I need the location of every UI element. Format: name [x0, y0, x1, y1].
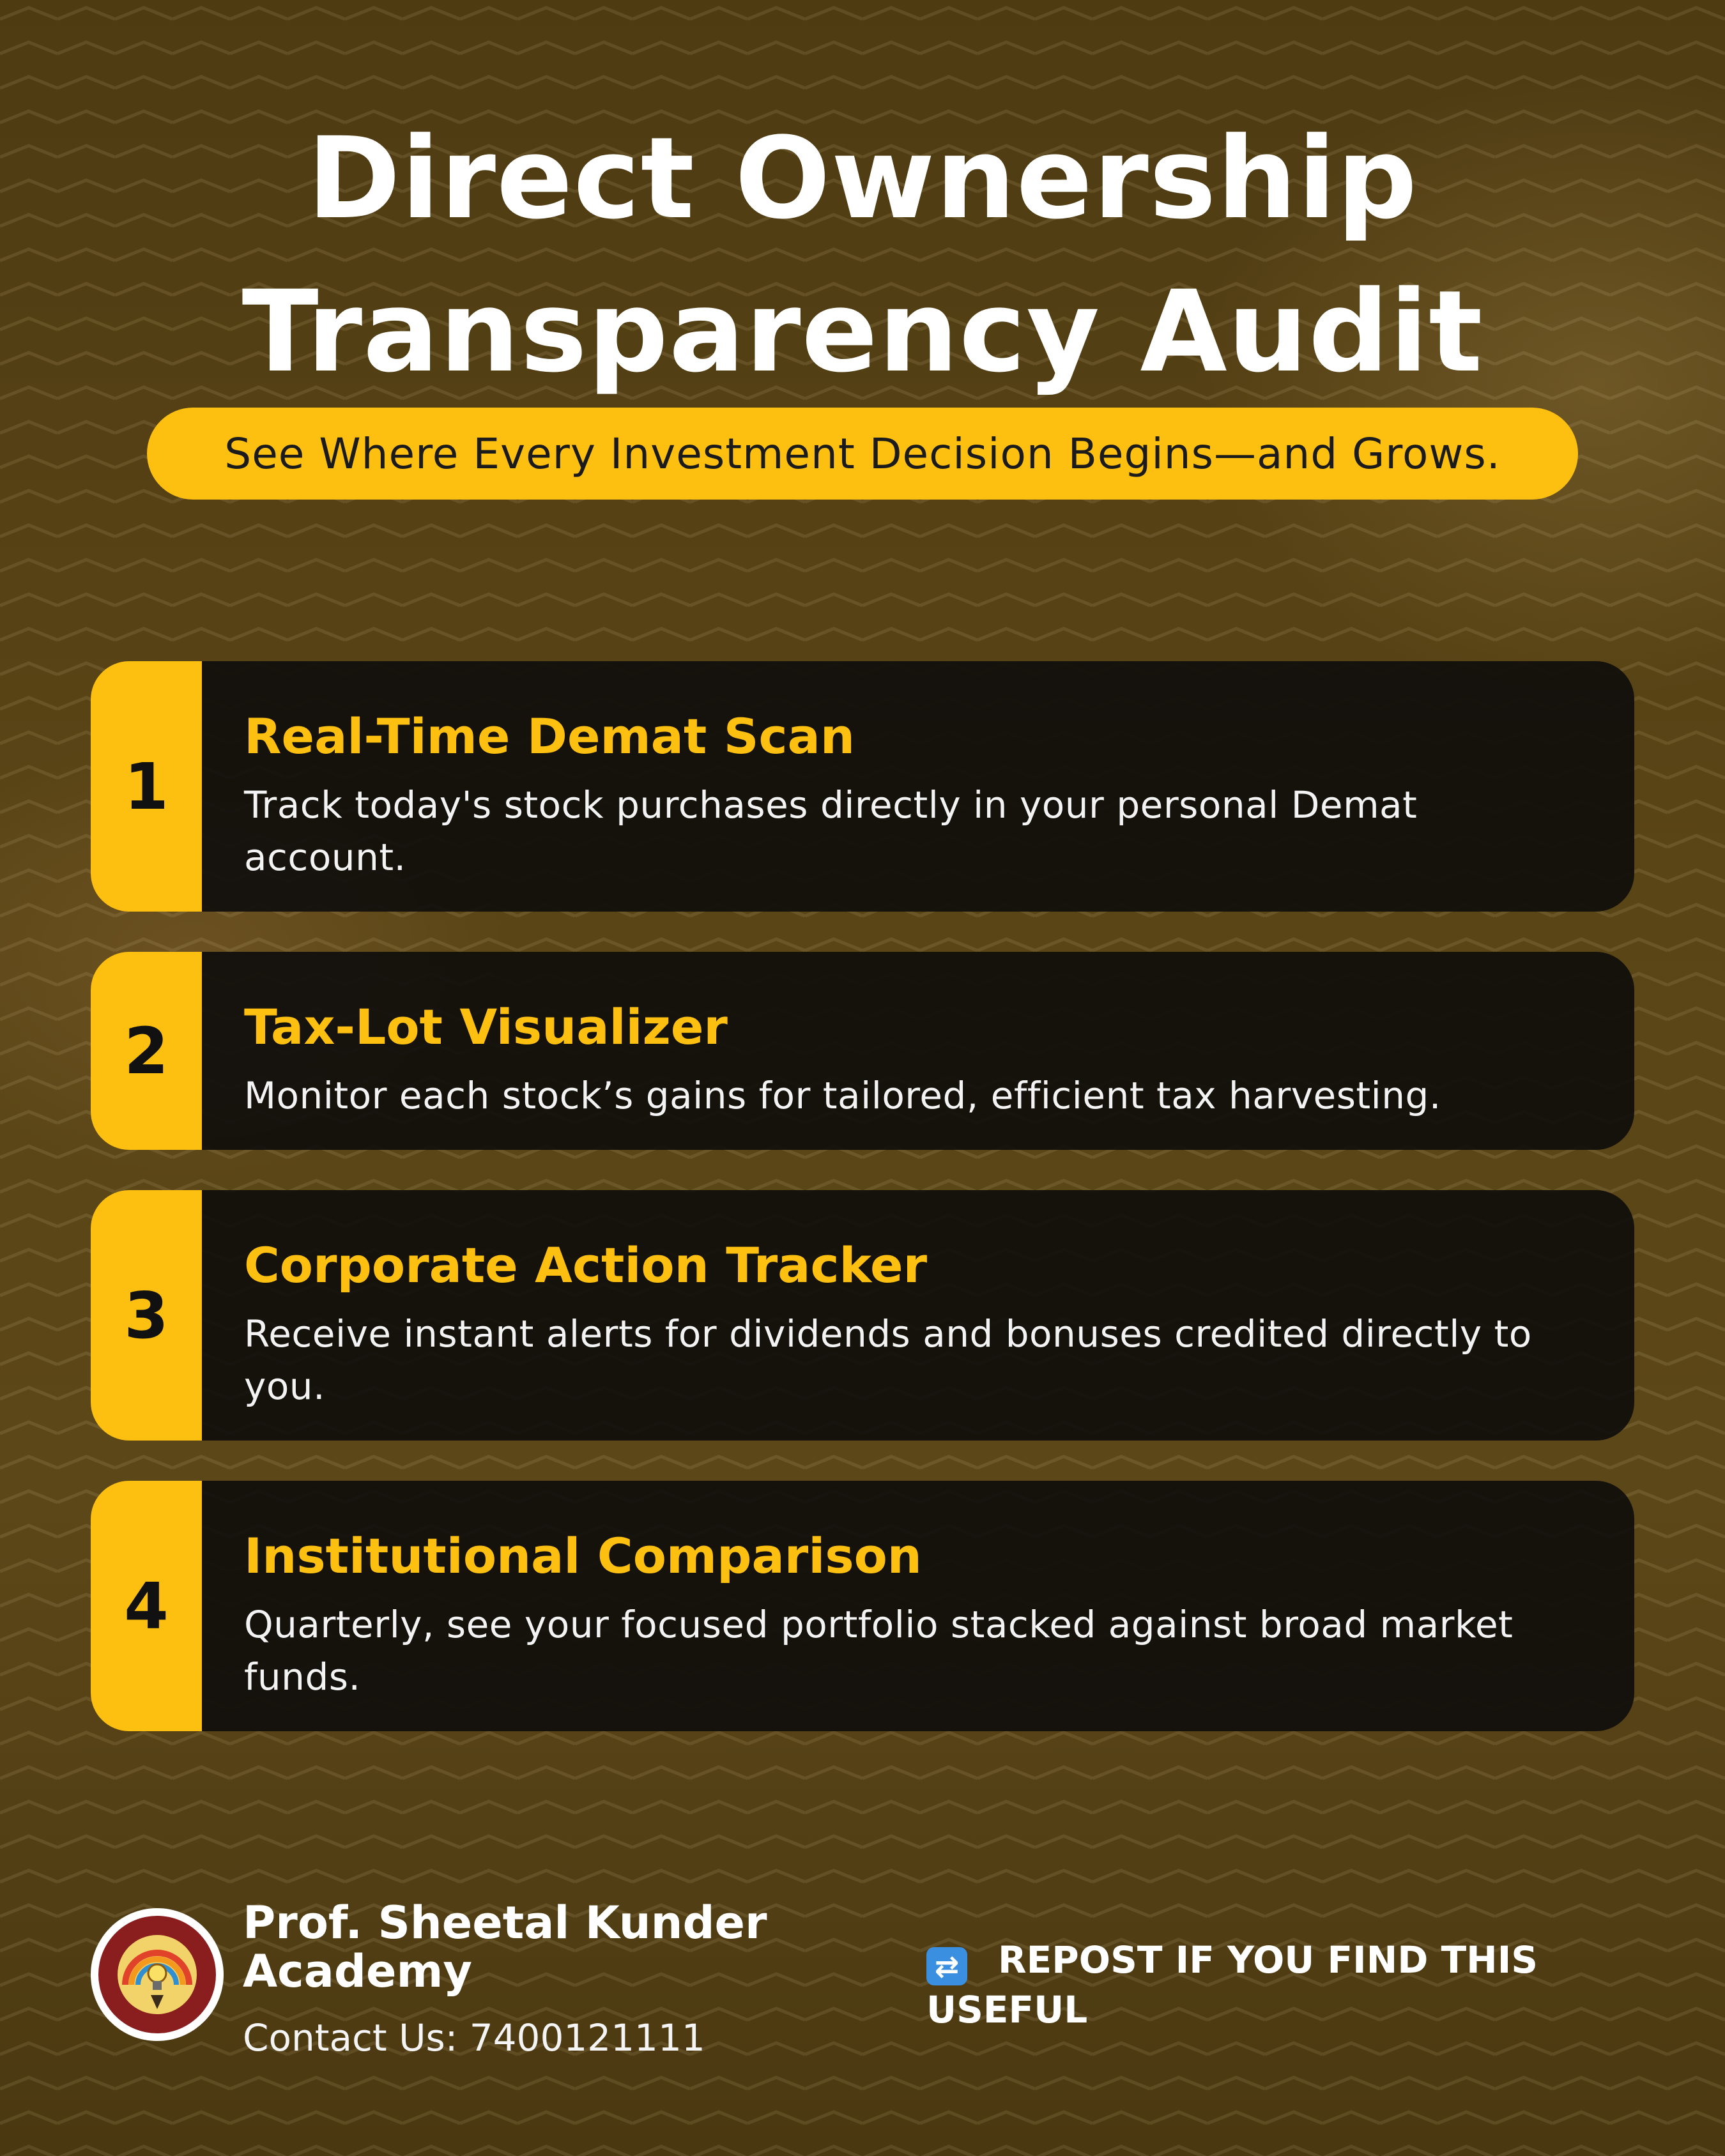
feature-card-1	[91, 661, 1634, 912]
feature-title-3: Corporate Action Tracker	[244, 1237, 928, 1294]
academy-name-line-2: Academy	[243, 1945, 473, 1998]
title-line-2: Transparency Audit	[241, 266, 1483, 397]
feature-title-2: Tax-Lot Visualizer	[244, 998, 728, 1055]
feature-card-4	[91, 1481, 1634, 1731]
feature-number-1: 1	[91, 661, 202, 912]
feature-number-3: 3	[91, 1190, 202, 1441]
feature-card-2	[91, 952, 1634, 1150]
feature-title-4: Institutional Comparison	[244, 1527, 922, 1584]
subtitle-text: See Where Every Investment Decision Begins—and Grows.	[224, 429, 1501, 478]
feature-number-2: 2	[91, 952, 202, 1150]
title-line-1: Direct Ownership	[307, 113, 1418, 244]
feature-number-4: 4	[91, 1481, 202, 1731]
academy-name-line-1: Prof. Sheetal Kunder	[243, 1897, 767, 1949]
academy-name	[243, 1899, 818, 1996]
repost-icon: ⇄	[926, 1947, 967, 1985]
subtitle-pill	[147, 408, 1578, 500]
feature-title-1: Real-Time Demat Scan	[244, 708, 855, 765]
academy-logo	[89, 1907, 225, 2042]
repost-text: REPOST IF YOU FIND THIS USEFUL	[926, 1938, 1538, 2031]
feature-description-3: Receive instant alerts for dividends and bonuses credited directly to you.	[244, 1312, 1532, 1408]
page-title	[0, 102, 1725, 409]
contact-info: Contact Us: 7400121111	[243, 2016, 705, 2060]
feature-description-1: Track today's stock purchases directly in your personal Demat account.	[244, 783, 1418, 879]
feature-card-3	[91, 1190, 1634, 1441]
feature-description-2: Monitor each stock’s gains for tailored, efficient tax harvesting.	[244, 1074, 1441, 1117]
repost-callout	[926, 1936, 1565, 2034]
feature-description-4: Quarterly, see your focused portfolio stacked against broad market funds.	[244, 1603, 1514, 1699]
